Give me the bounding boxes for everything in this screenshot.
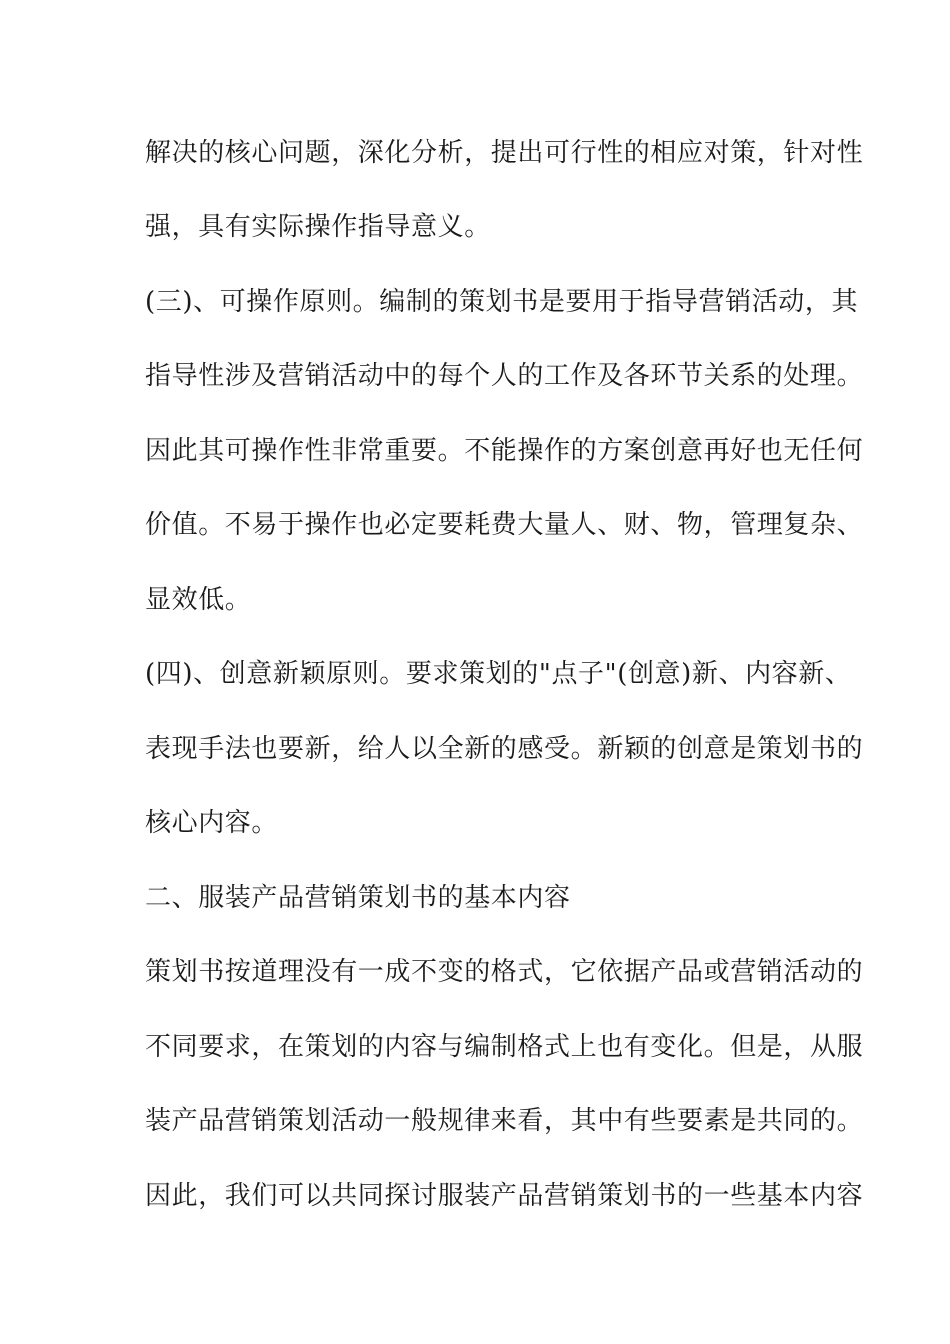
text-line: 强，具有实际操作指导意义。: [145, 212, 491, 242]
text-line: 指导性涉及营销活动中的每个人的工作及各环节关系的处理。: [145, 361, 864, 391]
text-line: 因此其可操作性非常重要。不能操作的方案创意再好也无任何: [145, 436, 864, 466]
text-line: 装产品营销策划活动一般规律来看，其中有些要素是共同的。: [145, 1106, 864, 1136]
text-line: 显效低。: [145, 585, 252, 615]
text-line: 策划书按道理没有一成不变的格式，它依据产品或营销活动的: [145, 957, 864, 987]
text-line: (三)、可操作原则。编制的策划书是要用于指导营销活动，其: [145, 287, 859, 317]
section-heading: 二、服装产品营销策划书的基本内容: [145, 883, 571, 913]
text-line: (四)、创意新颖原则。要求策划的"点子"(创意)新、内容新、: [145, 659, 852, 689]
text-line: 核心内容。: [145, 808, 279, 838]
text-line: 价值。不易于操作也必定要耗费大量人、财、物，管理复杂、: [145, 510, 864, 540]
text-line: 解决的核心问题，深化分析，提出可行性的相应对策，针对性: [145, 138, 864, 168]
text-line: 因此，我们可以共同探讨服装产品营销策划书的一些基本内容: [145, 1181, 864, 1211]
text-line: 表现手法也要新，给人以全新的感受。新颖的创意是策划书的: [145, 734, 864, 764]
text-line: 不同要求，在策划的内容与编制格式上也有变化。但是，从服: [145, 1032, 864, 1062]
